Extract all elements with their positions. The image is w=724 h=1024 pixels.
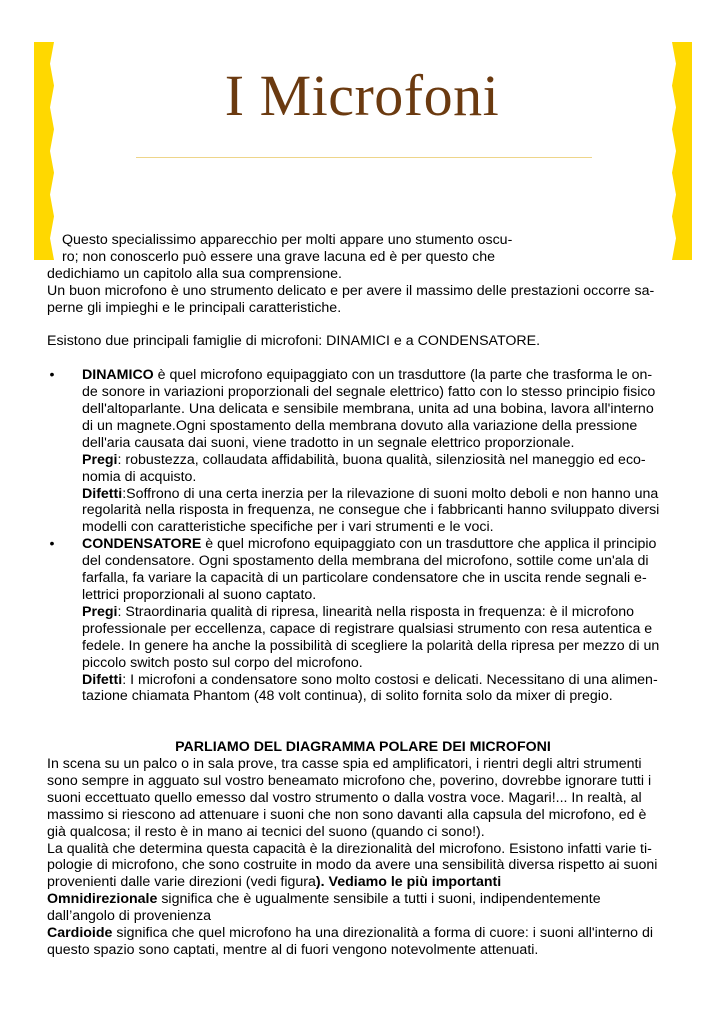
section-heading: PARLIAMO DEL DIAGRAMMA POLARE DEI MICROFONI: [175, 739, 551, 756]
polar-line: pologie di microfono, che sono costruite in modo da avere una sensibilità diversa rispetto ai suoni: [47, 857, 658, 874]
intro-line: perne gli impieghi e le principali caratteristiche.: [47, 299, 342, 316]
difetti-label: Difetti: [82, 485, 123, 502]
families-paragraph: Esistono due principali famiglie di microfoni: DINAMICI e a CONDENSATORE.: [47, 333, 541, 350]
bullet-dot: •: [49, 367, 55, 384]
bullet-condensatore: • CONDENSATORE è quel microfono equipaggiato con un trasduttore che applica il principio del condensatore. Ogni spostamento della membrana del microfono, sottile come un'ala di farfalla, fa variare la capacità di un particolare condensatore che in uscita rende segnali e- lettrici proporzionali al suono captato. Pregi: Straordinaria qualità di ripresa, linearità nella risposta in frequenza: è il microfono professionale per eccellenza, capace di registrare qualsiasi strumento con resa autentica e fedele. In genere ha anche la possibilità di scegliere la polarità della ripresa per mezzo di un piccolo switch posto sul corpo del microfono. Difetti: I microfoni a condensatore sono molto costosi e delicati. Necessitano di una alimen- tazione chiamata Phantom (48 volt continua), di solito fornita solo da mixer di pregio.: [47, 536, 679, 705]
term-omnidirezionale: Omnidirezionale: [47, 891, 158, 908]
intro-line: Questo specialissimo apparecchio per molti appare uno stumento oscu-: [62, 232, 513, 248]
term-dinamico: DINAMICO: [82, 367, 154, 384]
page-title: I Microfoni: [224, 63, 500, 128]
bullet-dot: •: [49, 536, 55, 553]
intro-line: dedichiamo un capitolo alla sua comprensione.: [47, 265, 342, 282]
intro-line: ro; non conoscerlo può essere una grave lacuna ed è per questo che: [62, 248, 496, 265]
pregi-label: Pregi: [82, 603, 118, 620]
polar-line: provenienti dalle varie direzioni (vedi figura). Vediamo le più importanti: [47, 874, 502, 891]
polar-line: In scena su un palco o in sala prove, tra casse spia ed amplificatori, i rientri degli altri strumenti: [47, 756, 642, 773]
title-divider: [136, 157, 592, 158]
intro-line: Un buon microfono è uno strumento delicato e per avere il massimo delle prestazioni occorre sa-: [47, 282, 655, 299]
bullet-dinamico: • DINAMICO è quel microfono equipaggiato con un trasduttore (la parte che trasforma le on- de sonore in variazioni proporzionali del segnale elettrico) fatto con lo stesso principio fisico dell'altoparlante. Una delicata e sensibile membrana, unita ad una bobina, lavora all'interno di un magnete.Ogni spostamento della membrana dovuto alla variazione della pressione dell'aria causata dai suoni, viene tradotto in un segnale elettrico proporzionale. Pregi: robustezza, collaudata affidabilità, buona qualità, silenziosità nel maneggio ed eco- nomia di acquisto. Difetti:Soffrono di una certa inerzia per la rilevazione di suoni molto deboli e non hanno una regolarità nella risposta in frequenza, ne consegue che i fabbricanti hanno sviluppato diversi modelli con caratteristiche specifiche per i vari strumenti e le voci.: [47, 367, 679, 536]
polar-line: suoni eccettuato quello emesso dal vostro strumento o dalla vostra voce. Magari!... In realtà, al: [47, 789, 642, 806]
polar-line: massimo si riescono ad attenuare i suoni che non sono davanti alla capsula del microfono, ed è: [47, 806, 647, 823]
polar-line: La qualità che determina questa capacità è la direzionalità del microfono. Esistono infatti varie ti-: [47, 840, 652, 857]
polar-line: sono sempre in agguato sul vostro beneamato microfono che, poverino, dovrebbe ignorare tutti i: [47, 772, 652, 789]
term-cardioide: Cardioide: [47, 925, 113, 942]
polar-line: già qualcosa; il resto è in mano ai tecnici del suono (quando ci sono!).: [47, 823, 485, 840]
term-condensatore: CONDENSATORE: [82, 536, 202, 553]
difetti-label: Difetti: [82, 671, 123, 688]
pregi-label: Pregi: [82, 451, 118, 468]
document-body: Questo specialissimo apparecchio per molti appare uno stumento oscu- ro; non conoscerlo può essere una grave lacuna ed è per questo che dedichiamo un capitolo alla sua comprensione. Un buon microfono è uno strumento delicato e per avere il massimo delle prestazioni occorre sa- perne gli impieghi e le principali caratteristiche. Esistono due principali famiglie di microfoni: DINAMICI e a CONDENSATORE. • DINAMICO è quel microfono equipaggiato con un trasduttore (la parte che trasforma le on- de sonore in variazioni proporzionali del segnale elettrico) fatto con lo stesso principio fisico dell'altoparlante. Una delicata e sensibile membrana, unita ad una bobina, lavora all'interno di un magnete.Ogni spostamento della membrana dovuto alla variazione della pressione dell'aria causata dai suoni, viene tradotto in un segnale elettrico proporzionale. Pregi: robustezza, collaudata affidabilità, buona qualità, silenziosità nel maneggio ed eco- nomia di acquisto. Difetti:Soffrono di una certa inerzia per la rilevazione di suoni molto deboli e non hanno una regolarità nella risposta in frequenza, ne consegue che i fabbricanti hanno sviluppato diversi modelli con caratteristiche specifiche per i vari strumenti e le voci. • CONDENSATORE è quel microfono equipaggiato con un trasduttore che applica il principio del condensatore. Ogni spostamento della membrana del microfono, sottile come un'ala di farfalla, fa variare la capacità di un particolare condensatore che in uscita rende segnali e- lettrici proporzionali al suono captato. Pregi: Straordinaria qualità di ripresa, linearità nella risposta in frequenza: è il microfono professionale per eccellenza, capace di registrare qualsiasi strumento con resa autentica e fedele. In genere ha anche la possibilità di scegliere la polarità della ripresa per mezzo di un piccolo switch posto sul corpo del microfono. Difetti: I microfoni a condensatore sono molto costosi e delicati. Necessitano di una alimen- tazione chiamata Phantom (48 volt continua), di solito fornita solo da mixer di pregio. PARLIAMO DEL DIAGRAMMA POLARE DEI MICROFONI In scena su un palco o in sala prove, tra casse spia ed amplificatori, i rientri degli altri strumenti sono sempre in agguato sul vostro beneamato microfono che, poverino, dovrebbe ignorare tutti i suoni eccettuato quello emesso dal vostro strumento o dalla vostra voce. Magari!... In realtà, al massimo si riescono ad attenuare i suoni che non sono davanti alla capsula del microfono, ed è già qualcosa; il resto è in mano ai tecnici del suono (quando ci sono!). La qualità che determina questa capacità è la direzionalità del microfono. Esistono infatti varie ti- pologie di microfono, che sono costruite in modo da avere una sensibilità diversa rispetto ai suoni provenienti dalle varie direzioni (vedi figura). Vediamo le più importanti Omnidirezionale significa che è ugualmente sensibile a tutti i suoni, indipendentemente dall’angolo di provenienza Cardioide significa che quel microfono ha una direzionalità a forma di cuore: i suoni all'interno di questo spazio sono captati, mentre al di fuori vengono notevolmente attenuati.: [47, 232, 679, 959]
